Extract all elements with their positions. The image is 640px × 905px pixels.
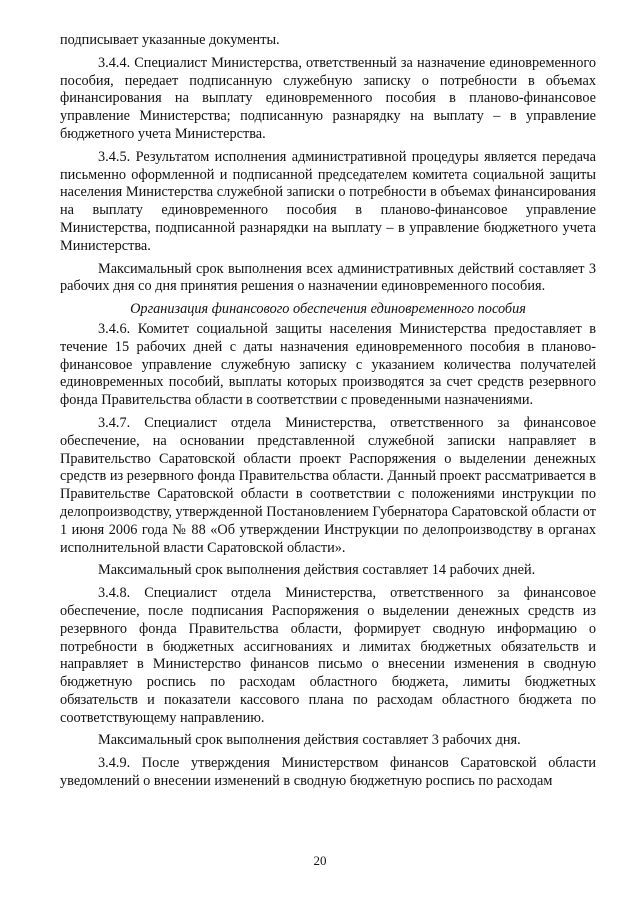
paragraph-max-term-2: Максимальный срок выполнения действия составляет 14 рабочих дней.: [98, 562, 536, 579]
section-heading: Организация финансового обеспечения единовременного пособия: [130, 301, 526, 318]
page-number: 20: [313, 853, 327, 868]
paragraph-continuation: подписывает указанные документы.: [60, 32, 280, 48]
paragraph-3-4-4: 3.4.4. Специалист Министерства, ответственный за назначение единовременного пособия, передает подписанную служебную записку о потребности в объемах финансирования на выплату единовременного пособия в планово-финансовое управление Министерства; подписанную разнарядку на выплату – в управление бюджетного учета Министерства.: [60, 54, 596, 142]
paragraph-3-4-6: 3.4.6. Комитет социальной защиты населения Министерства предоставляет в течение 15 рабочих дней с даты назначения единовременного пособия в планово-финансовое управление служебную записку с указанием количества получателей единовременных пособий, выплаты которых производятся за счет средств резервного фонда Правительства области в соответствии с проведенными назначениями.: [60, 320, 596, 409]
paragraph-max-term-1: Максимальный срок выполнения всех административных действий составляет 3 рабочих дня со дня принятия решения о назначении единовременного пособия.: [60, 260, 596, 295]
paragraph-3-4-8: 3.4.8. Специалист отдела Министерства, ответственного за финансовое обеспечение, после подписания Распоряжения о выделении денежных средств из резервного фонда Правительства области, формирует сводную информацию о потребности в бюджетных ассигнованиях и лимитах бюджетных обязательств и направляет в Министерство финансов письмо о внесении изменения в сводную бюджетную роспись по расходам областного бюджета, лимиты бюджетных обязательств и показатели кассового плана по расходам областного бюджета по соответствующему направлению.: [60, 585, 596, 726]
paragraph-3-4-7: 3.4.7. Специалист отдела Министерства, ответственного за финансовое обеспечение, на основании представленной служебной записки направляет в Правительство Саратовской области проект Распоряжения о выделении денежных средств из резервного фонда Правительства области. Данный проект рассматривается в Правительстве Саратовской области в соответствии с положениями инструкции по делопроизводству, утвержденной Постановлением Губернатора Саратовской области от 1 июня 2006 года № 88 «Об утверждении Инструкции по делопроизводству в органах исполнительной власти Саратовской области».: [60, 414, 596, 556]
paragraph-3-4-5: 3.4.5. Результатом исполнения административной процедуры является передача письменно оформленной и подписанной председателем комитета социальной защиты населения Министерства служебной записки о потребности в объемах финансирования на выплату единовременного пособия в планово-финансовое управление Министерства, подписанной разнарядки на выплату – в управление бюджетного учета Министерства.: [60, 148, 596, 254]
paragraph-max-term-3: Максимальный срок выполнения действия составляет 3 рабочих дня.: [98, 732, 521, 749]
paragraph-3-4-9: 3.4.9. После утверждения Министерством финансов Саратовской области уведомлений о внесении изменений в сводную бюджетную роспись по расходам: [60, 755, 596, 790]
